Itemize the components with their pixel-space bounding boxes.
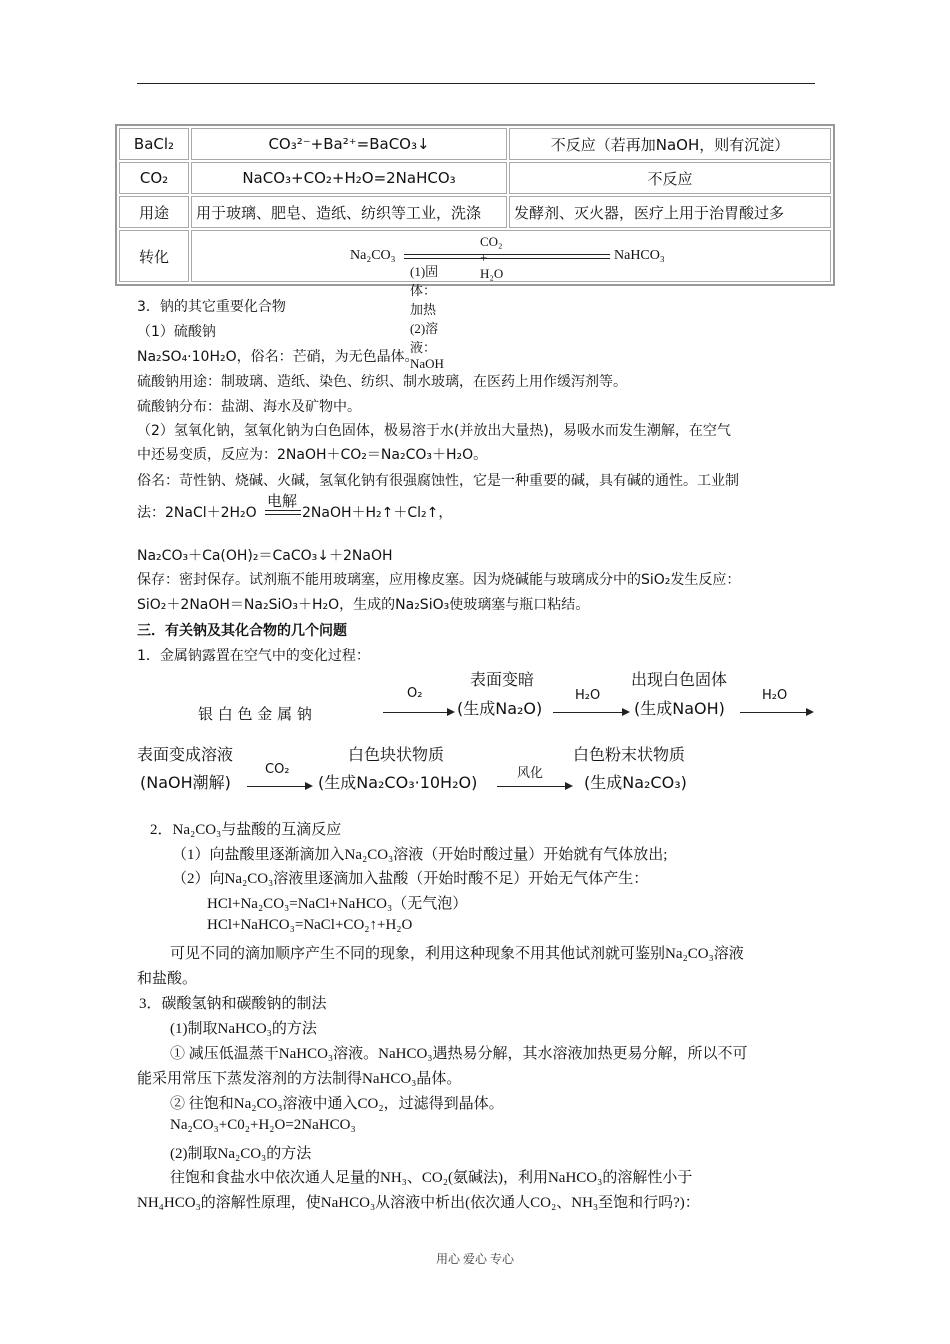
diagram-state: (生成Na₂CO₃) <box>584 773 687 792</box>
table-row <box>119 162 831 194</box>
text-line: 硫酸钠分布：盐湖、海水及矿物中。 <box>137 399 361 415</box>
equals-rule <box>265 510 301 511</box>
text-line: NH₄HCO₃的溶解性原理，使NaHCO₃从溶液中析出(依次通人CO₂、NH₃至饱和行吗?)： <box>137 1195 700 1211</box>
diagram-caption: 白色粉末状物质 <box>573 745 686 764</box>
electrolysis-label: 电解 <box>267 492 298 510</box>
table-cell: 发酵剂、灭火器，医疗上用于治胃酸过多 <box>509 196 831 228</box>
text-line: 可见不同的滴加顺序产生不同的现象，利用这种现象不用其他试剂就可鉴别Na₂CO₃溶液 <box>170 946 744 962</box>
table-cell: CO₂ <box>119 162 189 194</box>
text-line: Na₂CO₃＋Ca(OH)₂＝CaCO₃↓＋2NaOH <box>137 548 393 564</box>
diagram-caption: 表面变暗 <box>470 670 535 689</box>
text-line: 保存：密封保存。试剂瓶不能用玻璃塞，应用橡皮塞。因为烧碱能与玻璃成分中的SiO₂发生反应： <box>137 572 741 588</box>
text-line: 能采用常压下蒸发溶剂的方法制得NaHCO₃晶体。 <box>137 1071 462 1087</box>
text-line: （2）氢氧化钠，氢氧化钠为白色固体，极易溶于水(并放出大量热)，易吸水而发生潮解，在空气 <box>137 423 731 439</box>
diagram-state: (生成NaOH) <box>634 699 725 718</box>
diagram-state: (生成Na₂CO₃·10H₂O) <box>318 773 478 792</box>
diagram-state: (NaOH潮解) <box>140 773 231 792</box>
text-line: Na₂SO₄·10H₂O，俗名：芒硝，为无色晶体。 <box>137 349 419 365</box>
text-line: （1）硫酸钠 <box>137 324 216 340</box>
text-line: HCl+NaHCO₃=NaCl+CO₂↑+H₂O <box>207 917 413 933</box>
table-row <box>119 196 831 228</box>
text-line: 中还易变质，反应为：2NaOH＋CO₂＝Na₂CO₃＋H₂O。 <box>137 447 488 463</box>
text-line: 法：2NaCl＋2H₂O <box>137 505 257 521</box>
table-row <box>119 230 831 282</box>
table-cell: 转化 <box>119 230 189 282</box>
arrow-label: O₂ <box>407 686 423 701</box>
diagram-start: 银 白 色 金 属 钠 <box>198 705 312 723</box>
table-cell: 不反应 <box>509 162 831 194</box>
arrow <box>497 786 571 787</box>
arrow-label: H₂O <box>762 688 788 703</box>
table-cell: 用于玻璃、肥皂、造纸、纺织等工业，洗涤 <box>191 196 507 228</box>
comparison-table <box>115 124 835 286</box>
arrow-label: CO₂ <box>265 762 290 777</box>
header-rule <box>137 83 815 84</box>
text-line: 2NaOH＋H₂↑＋Cl₂↑， <box>302 505 453 521</box>
text-line: （1）向盐酸里逐渐滴加入Na₂CO₃溶液（开始时酸过量）开始就有气体放出; <box>172 847 668 863</box>
text-line: SiO₂＋2NaOH＝Na₂SiO₃＋H₂O，生成的Na₂SiO₃使玻璃塞与瓶口粘结。 <box>137 597 590 613</box>
text-line: 往饱和食盐水中依次通人足量的NH₃、CO₂(氨碱法)，利用NaHCO₃的溶解性小于 <box>170 1170 693 1186</box>
table-cell: 用途 <box>119 196 189 228</box>
text-line: ① 减压低温蒸干NaHCO₃溶液。NaHCO₃遇热易分解，其水溶液加热更易分解，所以不可 <box>170 1046 748 1062</box>
diagram-caption: 表面变成溶液 <box>137 745 234 764</box>
diagram-caption: 出现白色固体 <box>631 670 728 689</box>
table-cell: NaCO₃+CO₂+H₂O=2NaHCO₃ <box>191 162 507 194</box>
arrow <box>247 786 311 787</box>
text-line: （2）向Na₂CO₃溶液里逐滴加入盐酸（开始时酸不足）开始无气体产生： <box>172 871 649 887</box>
text-line: 俗名：苛性钠、烧碱、火碱，氢氧化钠有很强腐蚀性，它是一种重要的碱，具有碱的通性。工业制 <box>137 473 739 489</box>
diagram-state: (生成Na₂O) <box>457 699 543 718</box>
arrow-label: H₂O <box>575 688 601 703</box>
text-line: 和盐酸。 <box>137 971 198 987</box>
text-line: 3．碳酸氢钠和碳酸钠的制法 <box>139 996 327 1012</box>
transform-arrow <box>404 254 610 255</box>
transform-arrow-back <box>404 258 610 259</box>
text-line: ② 往饱和Na₂CO₃溶液中通入CO₂，过滤得到晶体。 <box>170 1096 504 1112</box>
table-cell: CO₃²⁻+Ba²⁺=BaCO₃↓ <box>191 128 507 160</box>
equals-rule <box>265 514 301 515</box>
arrow <box>553 712 628 713</box>
transform-bottom: (1)固体：加热 (2)溶液：NaOH <box>410 264 444 371</box>
transform-cell <box>191 230 831 282</box>
arrow <box>740 712 812 713</box>
page-footer: 用心 爱心 专心 <box>435 1252 514 1266</box>
arrow-label: 风化 <box>517 766 544 781</box>
table-cell: 不反应（若再加NaOH，则有沉淀） <box>509 128 831 160</box>
text-line: 2．Na₂CO₃与盐酸的互滴反应 <box>150 822 342 838</box>
text-line: 1．金属钠露置在空气中的变化过程： <box>137 648 370 664</box>
transform-right: NaHCO₃ <box>614 248 665 263</box>
text-line: HCl+Na₂CO₃=NaCl+NaHCO₃（无气泡） <box>207 896 468 912</box>
table-cell: BaCl₂ <box>119 128 189 160</box>
diagram-caption: 白色块状物质 <box>348 745 445 764</box>
transform-left: Na₂CO₃ <box>350 248 396 263</box>
transform-top: CO₂ + H₂O <box>480 234 504 281</box>
table-row <box>119 128 831 160</box>
section-heading: 三．有关钠及其化合物的几个问题 <box>137 623 347 639</box>
text-line: 3．钠的其它重要化合物 <box>137 299 286 315</box>
text-line: (2)制取Na₂CO₃的方法 <box>170 1146 312 1162</box>
text-line: (1)制取NaHCO₃的方法 <box>170 1021 317 1037</box>
text-line: Na₂CO₃+C0₂+H₂O=2NaHCO₃ <box>170 1117 356 1133</box>
arrow <box>383 712 453 713</box>
text-line: 硫酸钠用途：制玻璃、造纸、染色、纺织、制水玻璃，在医药上用作缓泻剂等。 <box>137 374 627 390</box>
